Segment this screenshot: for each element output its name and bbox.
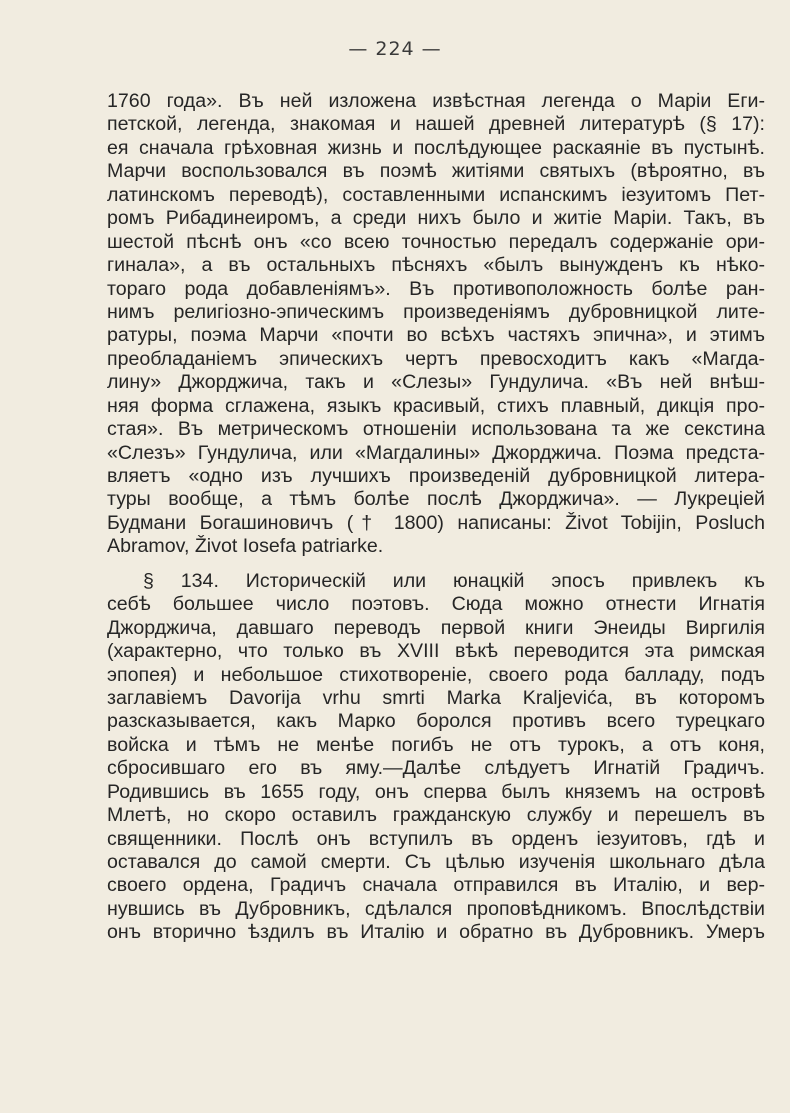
text-line: вляетъ «одно изъ лучшихъ произведеній дубровницкой литера- <box>107 465 765 487</box>
text-line: заглавіемъ Davorija vrhu smrti Marka Kraljevića, въ которомъ <box>107 686 765 709</box>
main-text <box>107 90 765 945</box>
text-line: преобладаніемъ эпическихъ чертъ превосходитъ какъ «Магда- <box>107 347 765 370</box>
paragraph-134 <box>107 570 765 945</box>
text-line: «Слезъ» Гундулича, или «Магдалины» Джорджича. Поэма предста- <box>107 441 765 464</box>
text-line: шестой пѣснѣ онъ «со всею точностью передалъ содержаніе ори- <box>107 230 765 253</box>
text-line: ромъ Рибадинеиромъ, а среди нихъ было и житіе Маріи. Такъ, въ <box>107 207 765 230</box>
text-line: няя форма сглажена, языкъ красивый, стихъ плавный, дикція про- <box>107 394 765 417</box>
text-line: лину» Джорджича, такъ и «Слезы» Гундулича. «Въ ней внѣш- <box>107 371 765 394</box>
text-line: 1760 года». Въ ней изложена извѣстная легенда о Маріи Еги- <box>107 90 765 112</box>
text-line: ея сначала грѣховная жизнь и послѣдующее раскаяніе въ пустынѣ. <box>107 136 765 159</box>
page-number: — 224 — <box>348 38 442 60</box>
text-line: § 134. Историческій или юнацкій эпосъ привлекъ къ <box>143 569 765 592</box>
text-line: Млетѣ, но скоро оставилъ гражданскую службу и перешелъ въ <box>107 804 765 827</box>
paragraph-1 <box>107 90 765 559</box>
text-line: тораго рода добавленіямъ». Въ противоположность болѣе ран- <box>107 277 765 300</box>
text-line: Abramov, Život Iosefa patriarke. <box>107 535 384 558</box>
text-line: онъ вторично ѣздилъ въ Италію и обратно въ Дубровникъ. Умеръ <box>107 921 765 944</box>
text-line: Джорджича, давшаго переводъ первой книги Энеиды Виргилія <box>107 616 765 639</box>
text-line: Марчи воспользовался въ поэмѣ житіями святыхъ (вѣроятно, въ <box>107 160 765 183</box>
text-line: гинала», а въ остальныхъ пѣсняхъ «былъ вынужденъ къ нѣко- <box>107 254 765 277</box>
text-line: себѣ большее число поэтовъ. Сюда можно отнести Игнатія <box>107 593 765 616</box>
text-line: нувшись въ Дубровникъ, сдѣлался проповѣдникомъ. Впослѣдствіи <box>107 897 765 920</box>
text-line: туры вообще, а тѣмъ болѣе послѣ Джорджича». — Лукреціей <box>107 488 765 511</box>
text-line: Будмани Богашиновичъ († 1800) написаны: Život Tobijin, Posluch <box>107 511 765 534</box>
text-line: разсказывается, какъ Марко боролся противъ всего турецкаго <box>107 710 765 733</box>
text-line: стая». Въ метрическомъ отношеніи использована та же секстина <box>107 418 765 441</box>
text-line: своего ордена, Градичъ сначала отправился въ Италію, и вер- <box>107 874 765 897</box>
text-line: сбросившаго его въ яму.—Далѣе слѣдуетъ Игнатій Градичъ. <box>107 757 765 780</box>
text-line: оставался до самой смерти. Съ цѣлью изученія школьнаго дѣла <box>107 851 765 873</box>
text-line: латинскомъ переводѣ), составленными испанскимъ іезуитомъ Пет- <box>107 183 765 206</box>
text-line: ратуры, поэма Марчи «почти во всѣхъ частяхъ эпична», и этимъ <box>107 324 765 347</box>
text-line: войска и тѣмъ не менѣе погибъ не отъ турокъ, а отъ коня, <box>107 733 765 756</box>
text-line: петской, легенда, знакомая и нашей древней литературѣ (§ 17): <box>107 113 765 136</box>
text-line: Родившись въ 1655 году, онъ сперва былъ княземъ на островѣ <box>107 780 765 803</box>
text-line: (характерно, что только въ XVIII вѣкѣ переводится эта римская <box>107 640 765 663</box>
text-line: нимъ религіозно-эпическимъ произведеніямъ дубровницкой лите- <box>107 300 765 323</box>
text-line: эпопея) и небольшое стихотвореніе, своего рода балладу, подъ <box>107 663 765 686</box>
text-line: священники. Послѣ онъ вступилъ въ орденъ іезуитовъ, гдѣ и <box>107 827 765 850</box>
